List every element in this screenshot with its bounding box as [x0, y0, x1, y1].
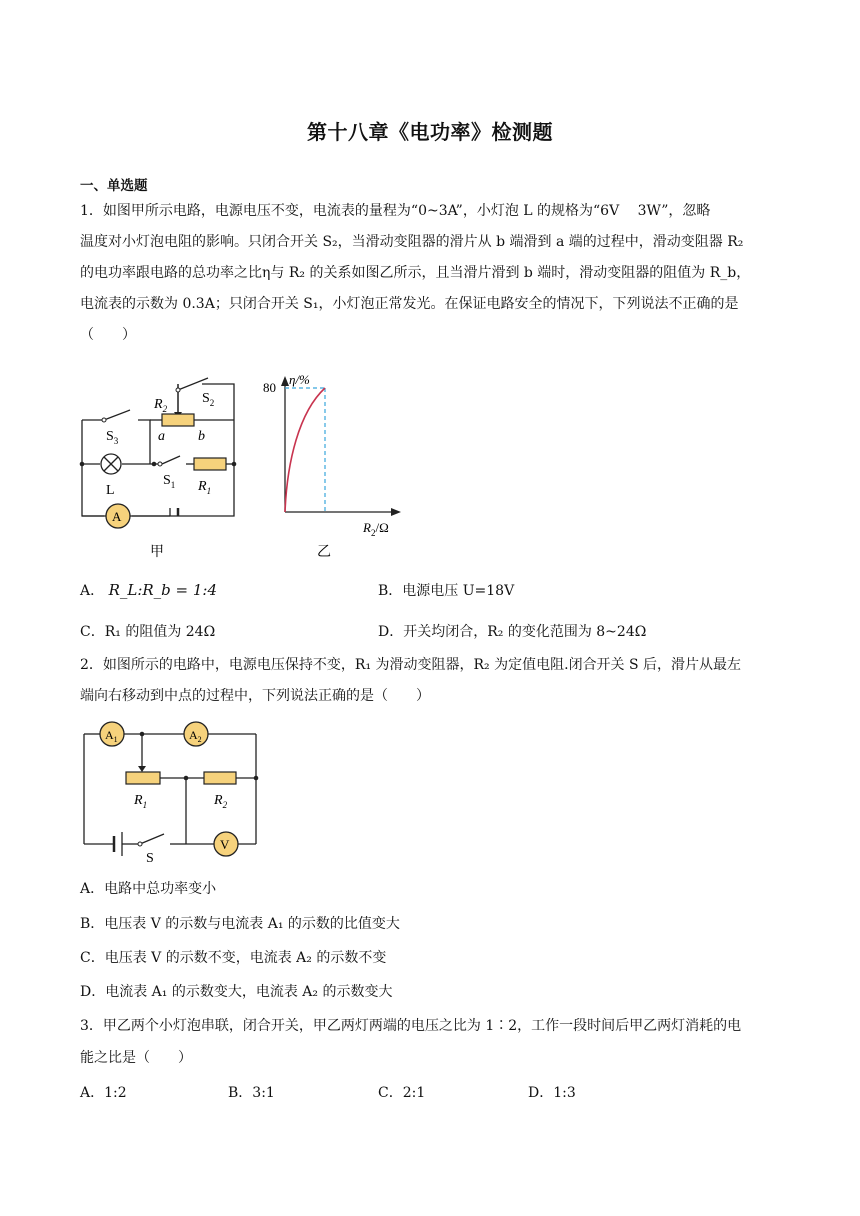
q1-stem-line-3: 的电功率跟电路的总功率之比η与 R₂ 的关系如图乙所示，且当滑片滑到 b 端时，滑动变阻器的阻值为 R_b，: [80, 265, 751, 281]
figure-caption-jia: 甲: [150, 545, 164, 560]
q2-stem-line-2: 端向右移动到中点的过程中，下列说法正确的是（ ）: [80, 688, 430, 704]
graph-xlabel: $R_2/\Omega$: [363, 520, 389, 538]
resistor-r2: [204, 772, 236, 784]
label-r2: $R_2$: [214, 793, 228, 810]
graph-yi: [255, 372, 405, 562]
label-s1: $S_1$: [163, 473, 176, 490]
figure-caption-yi: 乙: [317, 545, 331, 560]
q3-option-c: C．2:1: [378, 1085, 426, 1101]
page-title: 第十八章《电功率》检测题: [307, 120, 553, 144]
q3-option-b: B．3:1: [228, 1085, 275, 1101]
circuit-diagram-jia: [70, 370, 250, 560]
label-a1: $A_1$: [105, 728, 118, 744]
label-v: V: [220, 837, 230, 852]
label-a: a: [158, 429, 165, 444]
q2-option-c: C．电压表 V 的示数不变，电流表 A₂ 的示数不变: [80, 950, 387, 966]
graph-ylabel: η/%: [289, 372, 310, 387]
q1-stem-line-5: （ ）: [80, 327, 136, 343]
label-ammeter: A: [112, 509, 122, 524]
label-r1: $R_1$: [198, 479, 212, 496]
label-b: b: [198, 429, 205, 444]
label-s3: $S_3$: [106, 429, 119, 446]
q1-option-a-math: R_L:R_b = 1:4: [108, 581, 218, 599]
rheostat-r2: [162, 414, 194, 426]
q1-option-a: A． R_L:R_b = 1:4: [80, 581, 218, 599]
section-heading: 一、单选题: [80, 178, 148, 194]
resistor-r1: [194, 458, 226, 470]
q1-option-d: D．开关均闭合，R₂ 的变化范围为 8~24Ω: [378, 624, 647, 640]
q2-option-a: A．电路中总功率变小: [80, 881, 217, 897]
label-r2: $R_2$: [154, 397, 168, 414]
q3-option-d: D．1:3: [528, 1085, 576, 1101]
label-s: S: [146, 851, 154, 866]
rheostat-r1: [126, 772, 160, 784]
q2-option-b: B．电压表 V 的示数与电流表 A₁ 的示数的比值变大: [80, 916, 400, 932]
label-s2: $S_2$: [202, 391, 215, 408]
q3-option-a: A．1:2: [80, 1085, 127, 1101]
q2-option-d: D．电流表 A₁ 的示数变大，电流表 A₂ 的示数变大: [80, 984, 393, 1000]
label-a2: $A_2$: [189, 728, 202, 744]
q1-stem-line-4: 电流表的示数为 0.3A；只闭合开关 S₁，小灯泡正常发光。在保证电路安全的情况下，下列说法不正确的是: [80, 296, 739, 312]
label-r1: $R_1$: [134, 793, 148, 810]
q1-stem-line-1: 1．如图甲所示电路，电源电压不变，电流表的量程为“0~3A”，小灯泡 L 的规格为“6V 3W”，忽略: [80, 203, 711, 219]
circuit-diagram-q2: [72, 716, 272, 866]
q2-stem-line-1: 2．如图所示的电路中，电源电压保持不变，R₁ 为滑动变阻器，R₂ 为定值电阻.闭合开关 S 后，滑片从最左: [80, 657, 742, 673]
label-l: L: [106, 483, 115, 498]
eta-curve: [285, 388, 325, 512]
q1-option-b: B．电源电压 U=18V: [378, 583, 515, 599]
q3-stem-line-2: 能之比是（ ）: [80, 1050, 192, 1066]
q1-option-c: C．R₁ 的阻值为 24Ω: [80, 624, 216, 640]
q3-stem-line-1: 3．甲乙两个小灯泡串联，闭合开关，甲乙两灯两端的电压之比为 1∶2，工作一段时间后甲乙两灯消耗的电: [80, 1018, 742, 1034]
q1-stem-line-2: 温度对小灯泡电阻的影响。只闭合开关 S₂，当滑动变阻器的滑片从 b 端滑到 a 端的过程中，滑动变阻器 R₂: [80, 234, 744, 250]
graph-ytick-80: 80: [263, 380, 276, 395]
